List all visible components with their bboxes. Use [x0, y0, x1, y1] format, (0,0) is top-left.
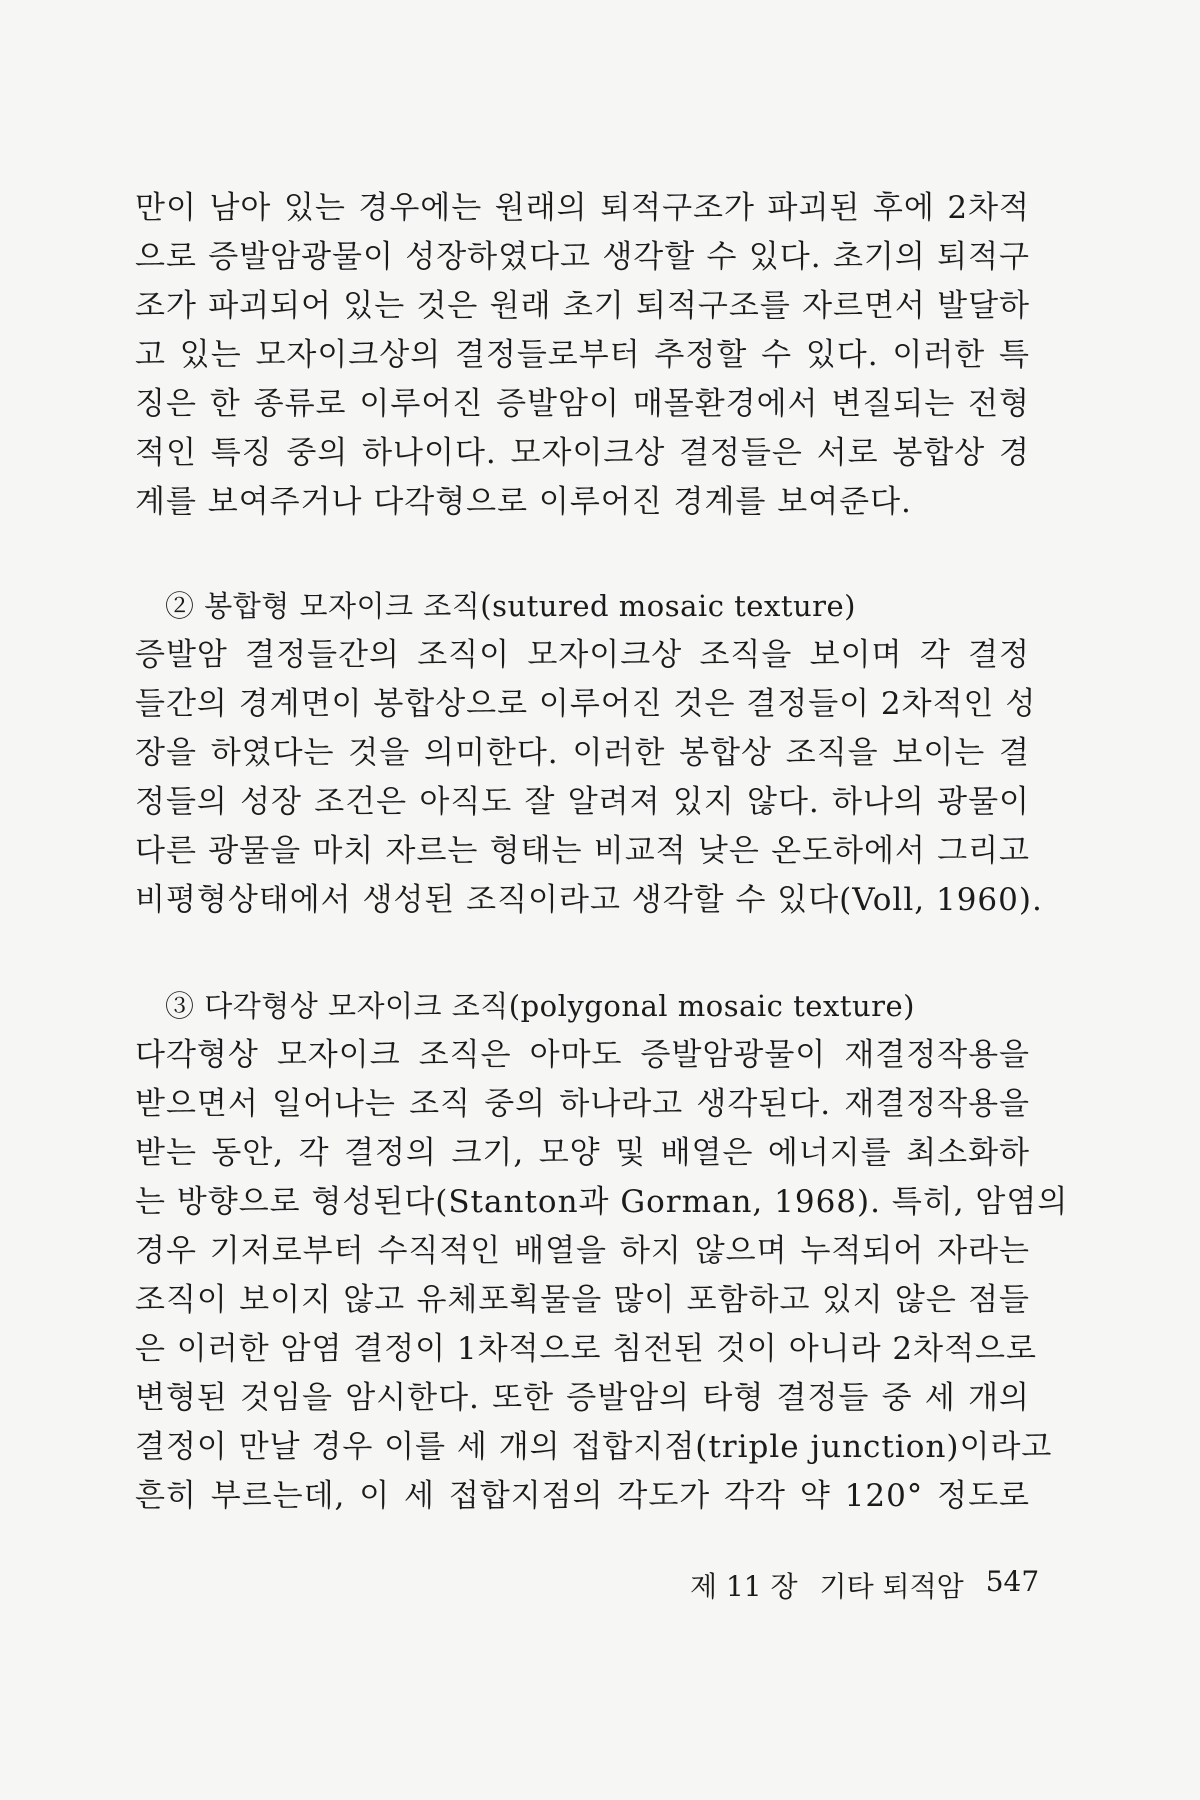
text-line: 으로 증발암광물이 성장하였다고 생각할 수 있다. 초기의 퇴적구	[135, 239, 1030, 275]
text-line: 흔히 부르는데, 이 세 접합지점의 각도가 각각 약 120° 정도로	[135, 1478, 1030, 1514]
page-footer	[690, 1565, 1040, 1605]
footer-chapter: 제 11 장	[690, 1570, 798, 1603]
section-polygonal-mosaic	[135, 982, 1069, 1521]
paragraph-continued	[135, 184, 1030, 527]
text-line: 징은 한 종류로 이루어진 증발암이 매몰환경에서 변질되는 전형	[135, 386, 1030, 422]
text-line: 다각형상 모자이크 조직은 아마도 증발암광물이 재결정작용을	[135, 1037, 1030, 1073]
text-line: 만이 남아 있는 경우에는 원래의 퇴적구조가 파괴된 후에 2차적	[135, 190, 1030, 226]
text-line: 변형된 것임을 암시한다. 또한 증발암의 타형 결정들 중 세 개의	[135, 1380, 1030, 1416]
section-sutured-mosaic	[135, 582, 1043, 925]
text-line: 들간의 경계면이 봉합상으로 이루어진 것은 결정들이 2차적인 성	[135, 686, 1037, 722]
text-line: 는 방향으로 형성된다(Stanton과 Gorman, 1968). 특히, 암염의	[135, 1184, 1069, 1220]
text-line: 비평형상태에서 생성된 조직이라고 생각할 수 있다(Voll, 1960).	[135, 882, 1043, 918]
text-line: 받는 동안, 각 결정의 크기, 모양 및 배열은 에너지를 최소화하	[135, 1135, 1030, 1171]
text-line: 증발암 결정들간의 조직이 모자이크상 조직을 보이며 각 결정	[135, 637, 1030, 673]
page-number: 547	[985, 1565, 1040, 1598]
text-line: 은 이러한 암염 결정이 1차적으로 침전된 것이 아니라 2차적으로	[135, 1331, 1037, 1367]
text-line: 조가 파괴되어 있는 것은 원래 초기 퇴적구조를 자르면서 발달하	[135, 288, 1030, 324]
text-line: 받으면서 일어나는 조직 중의 하나라고 생각된다. 재결정작용을	[135, 1086, 1030, 1122]
text-line: 정들의 성장 조건은 아직도 잘 알려져 있지 않다. 하나의 광물이	[135, 784, 1030, 820]
text-line: 결정이 만날 경우 이를 세 개의 접합지점(triple junction)이라고	[135, 1429, 1053, 1465]
text-line: 계를 보여주거나 다각형으로 이루어진 경계를 보여준다.	[135, 484, 912, 520]
section-heading: ② 봉합형 모자이크 조직(sutured mosaic texture)	[165, 589, 856, 623]
text-line: 장을 하였다는 것을 의미한다. 이러한 봉합상 조직을 보이는 결	[135, 735, 1030, 771]
footer-chapter-title: 기타 퇴적암	[819, 1570, 964, 1603]
section-heading: ③ 다각형상 모자이크 조직(polygonal mosaic texture)	[165, 989, 915, 1023]
text-line: 적인 특징 중의 하나이다. 모자이크상 결정들은 서로 봉합상 경	[135, 435, 1030, 471]
text-line: 고 있는 모자이크상의 결정들로부터 추정할 수 있다. 이러한 특	[135, 337, 1030, 373]
text-line: 다른 광물을 마치 자르는 형태는 비교적 낮은 온도하에서 그리고	[135, 833, 1030, 869]
text-line: 조직이 보이지 않고 유체포획물을 많이 포함하고 있지 않은 점들	[135, 1282, 1030, 1318]
text-line: 경우 기저로부터 수직적인 배열을 하지 않으며 누적되어 자라는	[135, 1233, 1030, 1269]
